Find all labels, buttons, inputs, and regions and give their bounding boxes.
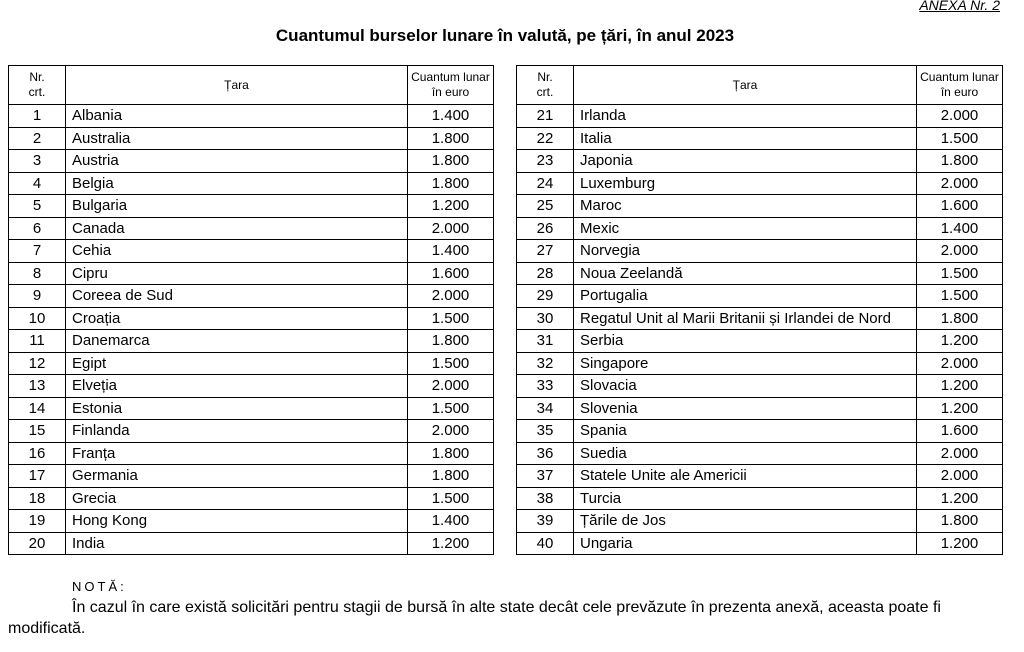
row-amount: 1.600 xyxy=(917,420,1003,443)
row-country: Turcia xyxy=(574,487,917,510)
header-country: Țara xyxy=(574,66,917,105)
table-row xyxy=(517,195,1003,218)
row-number: 20 xyxy=(9,532,66,555)
row-number: 13 xyxy=(9,375,66,398)
row-country: Spania xyxy=(574,420,917,443)
row-amount: 1.400 xyxy=(408,510,494,533)
row-amount: 1.600 xyxy=(917,195,1003,218)
row-country: Statele Unite ale Americii xyxy=(574,465,917,488)
table-row xyxy=(9,420,494,443)
row-amount: 1.800 xyxy=(408,442,494,465)
row-number: 22 xyxy=(517,127,574,150)
row-country: Slovacia xyxy=(574,375,917,398)
row-number: 24 xyxy=(517,172,574,195)
table-row xyxy=(9,172,494,195)
row-country: Mexic xyxy=(574,217,917,240)
row-amount: 1.800 xyxy=(408,150,494,173)
header-amount: Cuantum lunar în euro xyxy=(917,66,1003,105)
row-country: Regatul Unit al Marii Britanii și Irlandei de Nord xyxy=(574,307,917,330)
row-amount: 1.800 xyxy=(917,510,1003,533)
row-country: Irlanda xyxy=(574,105,917,128)
row-number: 29 xyxy=(517,285,574,308)
row-amount: 1.800 xyxy=(408,465,494,488)
table-row xyxy=(9,397,494,420)
row-amount: 2.000 xyxy=(408,420,494,443)
row-country: Maroc xyxy=(574,195,917,218)
table-row xyxy=(517,510,1003,533)
table-row xyxy=(517,127,1003,150)
row-number: 37 xyxy=(517,465,574,488)
row-country: Hong Kong xyxy=(66,510,408,533)
row-country: Elveția xyxy=(66,375,408,398)
table-row xyxy=(9,352,494,375)
row-amount: 1.800 xyxy=(917,150,1003,173)
row-amount: 1.200 xyxy=(917,375,1003,398)
row-number: 1 xyxy=(9,105,66,128)
row-country: Austria xyxy=(66,150,408,173)
row-country: Slovenia xyxy=(574,397,917,420)
row-amount: 1.800 xyxy=(408,330,494,353)
table-row xyxy=(9,262,494,285)
table-row xyxy=(9,105,494,128)
row-number: 18 xyxy=(9,487,66,510)
row-number: 38 xyxy=(517,487,574,510)
row-country: Cehia xyxy=(66,240,408,263)
row-number: 3 xyxy=(9,150,66,173)
row-country: Țările de Jos xyxy=(574,510,917,533)
table-row xyxy=(517,532,1003,555)
table-row xyxy=(9,510,494,533)
row-number: 6 xyxy=(9,217,66,240)
page-title: Cuantumul burselor lunare în valută, pe țări, în anul 2023 xyxy=(275,26,735,45)
row-amount: 1.800 xyxy=(408,172,494,195)
row-number: 23 xyxy=(517,150,574,173)
row-number: 28 xyxy=(517,262,574,285)
row-amount: 1.400 xyxy=(408,240,494,263)
table-row xyxy=(9,307,494,330)
row-country: India xyxy=(66,532,408,555)
row-number: 40 xyxy=(517,532,574,555)
row-number: 34 xyxy=(517,397,574,420)
row-number: 16 xyxy=(9,442,66,465)
note-label: NOTĂ: xyxy=(72,579,127,594)
row-amount: 2.000 xyxy=(408,285,494,308)
scholarship-table-right xyxy=(516,65,1003,555)
note-section xyxy=(8,576,1008,639)
row-number: 25 xyxy=(517,195,574,218)
row-number: 27 xyxy=(517,240,574,263)
row-country: Finlanda xyxy=(66,420,408,443)
row-number: 2 xyxy=(9,127,66,150)
table-row xyxy=(517,307,1003,330)
row-number: 9 xyxy=(9,285,66,308)
row-country: Australia xyxy=(66,127,408,150)
row-country: Croația xyxy=(66,307,408,330)
row-country: Noua Zeelandă xyxy=(574,262,917,285)
row-country: Ungaria xyxy=(574,532,917,555)
row-amount: 2.000 xyxy=(917,465,1003,488)
row-amount: 1.200 xyxy=(917,532,1003,555)
row-amount: 2.000 xyxy=(917,172,1003,195)
row-number: 32 xyxy=(517,352,574,375)
row-amount: 1.500 xyxy=(917,127,1003,150)
row-number: 15 xyxy=(9,420,66,443)
table-row xyxy=(9,442,494,465)
table-header-row xyxy=(9,66,494,105)
row-amount: 1.200 xyxy=(917,330,1003,353)
row-country: Albania xyxy=(66,105,408,128)
row-amount: 1.500 xyxy=(917,285,1003,308)
table-row xyxy=(517,397,1003,420)
row-number: 10 xyxy=(9,307,66,330)
row-country: Norvegia xyxy=(574,240,917,263)
row-country: Bulgaria xyxy=(66,195,408,218)
row-number: 30 xyxy=(517,307,574,330)
header-nr: Nr. crt. xyxy=(517,66,574,105)
row-country: Japonia xyxy=(574,150,917,173)
row-number: 39 xyxy=(517,510,574,533)
table-row xyxy=(517,172,1003,195)
row-number: 17 xyxy=(9,465,66,488)
row-amount: 1.200 xyxy=(408,532,494,555)
note-text: În cazul în care există solicitări pentru stagii de bursă în alte state decât cele prevăzute în prezenta anexă, aceasta poate fi modificată. xyxy=(8,599,941,637)
row-number: 12 xyxy=(9,352,66,375)
table-row xyxy=(9,195,494,218)
row-amount: 1.500 xyxy=(917,262,1003,285)
row-country: Suedia xyxy=(574,442,917,465)
table-row xyxy=(517,262,1003,285)
row-country: Portugalia xyxy=(574,285,917,308)
row-amount: 1.500 xyxy=(408,352,494,375)
row-number: 36 xyxy=(517,442,574,465)
table-row xyxy=(517,352,1003,375)
row-amount: 1.500 xyxy=(408,307,494,330)
row-number: 33 xyxy=(517,375,574,398)
row-amount: 2.000 xyxy=(917,352,1003,375)
table-header-row xyxy=(517,66,1003,105)
table-row xyxy=(517,330,1003,353)
table-body-left xyxy=(9,105,494,555)
table-row xyxy=(9,240,494,263)
header-country: Țara xyxy=(66,66,408,105)
row-country: Belgia xyxy=(66,172,408,195)
row-country: Luxemburg xyxy=(574,172,917,195)
row-country: Franța xyxy=(66,442,408,465)
table-row xyxy=(517,487,1003,510)
row-number: 31 xyxy=(517,330,574,353)
annex-number: ANEXA Nr. 2 xyxy=(919,0,1000,13)
row-amount: 2.000 xyxy=(917,442,1003,465)
table-row xyxy=(517,465,1003,488)
row-amount: 1.200 xyxy=(917,487,1003,510)
table-row xyxy=(517,105,1003,128)
row-country: Cipru xyxy=(66,262,408,285)
table-row xyxy=(9,375,494,398)
row-number: 26 xyxy=(517,217,574,240)
row-number: 7 xyxy=(9,240,66,263)
row-country: Singapore xyxy=(574,352,917,375)
row-amount: 1.800 xyxy=(408,127,494,150)
table-row xyxy=(9,465,494,488)
row-amount: 2.000 xyxy=(917,105,1003,128)
row-amount: 1.800 xyxy=(917,307,1003,330)
row-amount: 1.500 xyxy=(408,487,494,510)
row-amount: 2.000 xyxy=(917,240,1003,263)
row-amount: 1.600 xyxy=(408,262,494,285)
row-country: Egipt xyxy=(66,352,408,375)
table-row xyxy=(517,442,1003,465)
row-number: 14 xyxy=(9,397,66,420)
table-row xyxy=(517,217,1003,240)
row-country: Danemarca xyxy=(66,330,408,353)
table-row xyxy=(517,150,1003,173)
table-row xyxy=(9,532,494,555)
table-row xyxy=(517,285,1003,308)
table-row xyxy=(9,217,494,240)
row-number: 5 xyxy=(9,195,66,218)
row-country: Canada xyxy=(66,217,408,240)
row-amount: 1.200 xyxy=(917,397,1003,420)
table-row xyxy=(517,240,1003,263)
row-country: Coreea de Sud xyxy=(66,285,408,308)
table-row xyxy=(9,127,494,150)
row-amount: 2.000 xyxy=(408,217,494,240)
scholarship-table-left xyxy=(8,65,494,555)
row-country: Italia xyxy=(574,127,917,150)
row-amount: 1.200 xyxy=(408,195,494,218)
row-number: 19 xyxy=(9,510,66,533)
table-row xyxy=(9,285,494,308)
row-number: 4 xyxy=(9,172,66,195)
row-number: 8 xyxy=(9,262,66,285)
row-number: 35 xyxy=(517,420,574,443)
table-body-right xyxy=(517,105,1003,555)
row-amount: 1.500 xyxy=(408,397,494,420)
row-amount: 2.000 xyxy=(408,375,494,398)
table-row xyxy=(517,375,1003,398)
table-row xyxy=(9,330,494,353)
header-amount: Cuantum lunar în euro xyxy=(408,66,494,105)
row-amount: 1.400 xyxy=(917,217,1003,240)
row-country: Estonia xyxy=(66,397,408,420)
row-country: Germania xyxy=(66,465,408,488)
row-number: 21 xyxy=(517,105,574,128)
table-row xyxy=(9,487,494,510)
table-row xyxy=(9,150,494,173)
table-row xyxy=(517,420,1003,443)
row-number: 11 xyxy=(9,330,66,353)
row-country: Grecia xyxy=(66,487,408,510)
header-nr: Nr. crt. xyxy=(9,66,66,105)
row-amount: 1.400 xyxy=(408,105,494,128)
row-country: Serbia xyxy=(574,330,917,353)
